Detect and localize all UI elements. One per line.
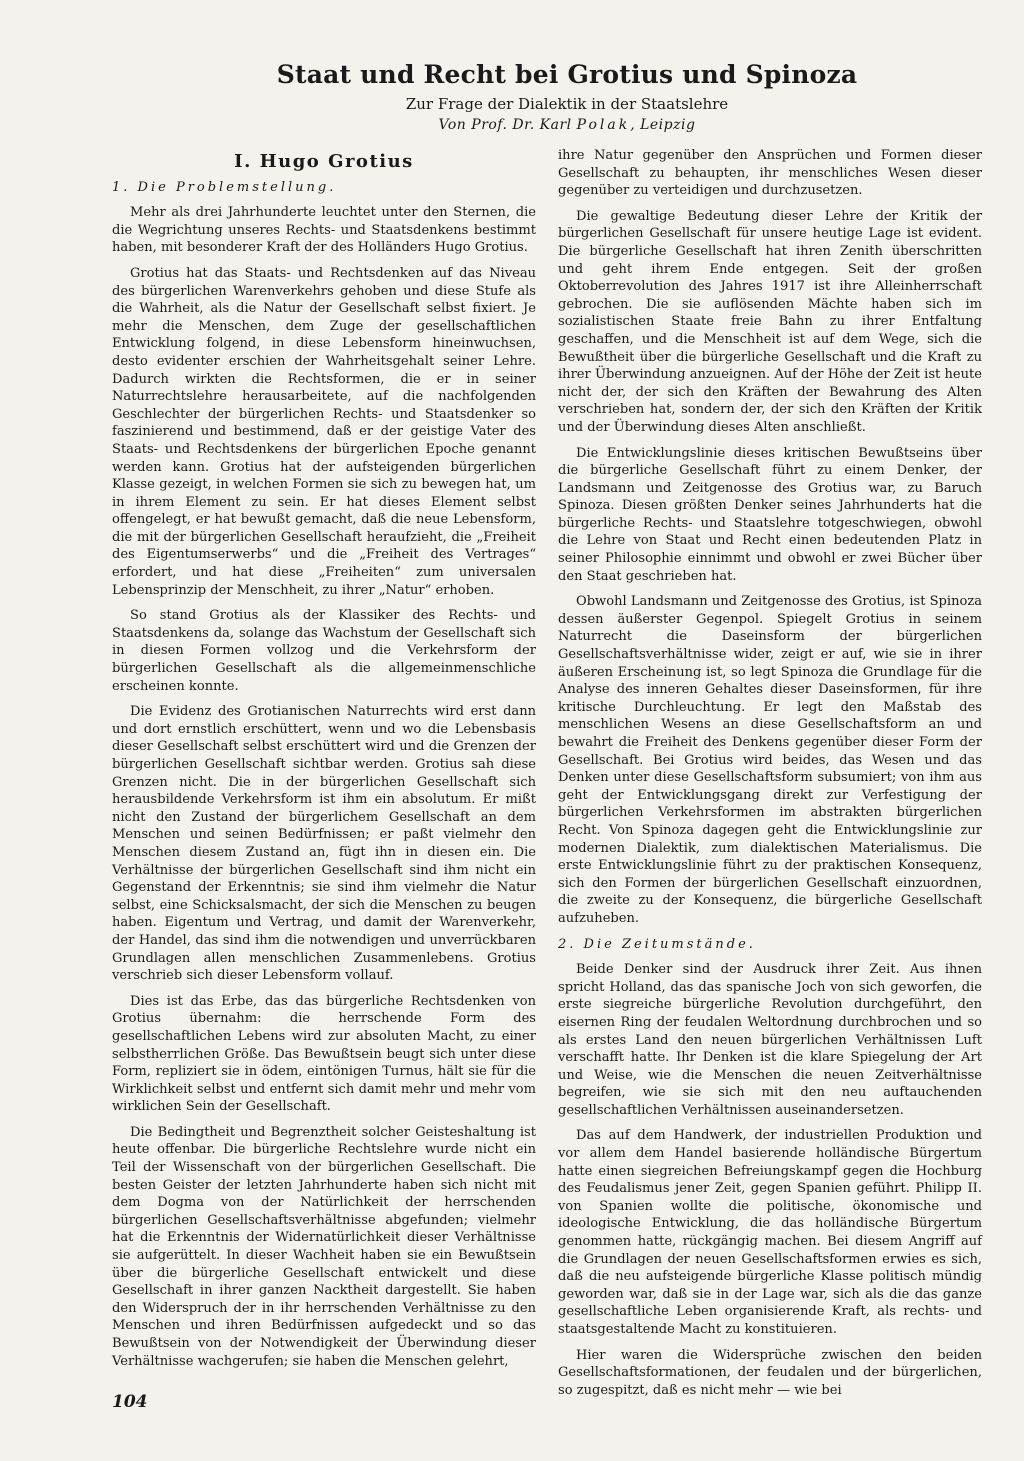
paragraph: Grotius hat das Staats- und Rechtsdenken auf das Niveau des bürgerlichen Warenverkehrs gehoben und diese Stufe als die Wahrheit, als die Natur der Gesellschaft selbst fixiert. Je mehr die Menschen, dem Zuge der gesellschaftlichen Entwicklung folgend, in diese Lebensform hineinwuchsen, desto evidenter erschien der Wahrheitsgehalt seiner Lehre. Dadurch wirkten die Rechtsformen, die er in seiner Naturrechtslehre herausarbeitete, auf die nachfolgenden Geschlechter der bürgerlichen Rechts- und Staatsdenker so faszinierend und bestimmend, daß er der geistige Vater des Staats- und Rechtsdenkens der bürgerlichen Epoche genannt werden kann. Grotius hat der aufsteigenden bürgerlichen Klasse gezeigt, in welchen Formen sie sich zu bewegen hat, um in ihrem Element zu sein. Er hat dieses Element selbst offengelegt, er hat bewußt gemacht, daß die neue Lebensform, die mit der bürgerlichen Gesellschaft heraufzieht, die „Freiheit des Eigentumserwerbs“ und die „Freiheit des Vertrages“ erfordert, und hat diese „Freiheiten“ zum universalen Lebensprinzip der Menschheit, zu ihrer „Natur“ erhoben. <box>112 265 536 598</box>
author-byline <box>152 117 982 133</box>
right-column <box>558 147 982 1407</box>
article-title: Staat und Recht bei Grotius und Spinoza <box>276 60 858 89</box>
subsection-heading: 2. Die Zeitumstände. <box>558 936 756 952</box>
page-number: 104 <box>112 1392 148 1412</box>
paragraph: Mehr als drei Jahrhunderte leuchtet unter den Sternen, die die Wegrichtung unseres Rechts- und Staatsdenkens bestimmt haben, mit besonderer Kraft der des Holländers Hugo Grotius. <box>112 205 536 256</box>
paragraph: Die Entwicklungslinie dieses kritischen Bewußtseins über die bürgerliche Gesellschaft führt zu einem Denker, der Landsmann und Zeitgenosse des Grotius war, zu Baruch Spinoza. Diesen größten Denker seines Jahrhunderts hat die bürgerliche Rechts- und Staatslehre totgeschwiegen, obwohl die Lehre von Staat und Recht einen bedeutenden Platz in seiner Philosophie einnimmt und obwohl er zwei Bücher über den Staat geschrieben hat. <box>558 445 982 584</box>
paragraph: Das auf dem Handwerk, der industriellen Produktion und vor allem dem Handel basierende holländische Bürgertum hatte einen siegreichen Befreiungskampf gegen die Hochburg des Feudalismus jener Zeit, gegen Spanien geführt. Philipp II. von Spanien wollte die politische, ökonomische und ideologische Entwicklung, die das holländische Bürgertum genommen hatte, rückgängig machen. Bei diesem Angriff auf die Grundlagen der neuen Gesellschaftsformen erwies es sich, daß die neu aufsteigende bürgerliche Klasse politisch mündig geworden war, daß sie in der Lage war, sich als die das ganze gesellschaftliche Leben organisierende Kraft, als rechts- und staatsgestaltende Macht zu konstituieren. <box>558 1128 982 1337</box>
left-column <box>112 147 536 1407</box>
text-columns <box>112 147 982 1407</box>
paragraph: So stand Grotius als der Klassiker des Rechts- und Staatsdenkens da, solange das Wachstum der Gesellschaft sich in diesen Formen vollzog und die Verkehrsform der bürgerlichen Gesellschaft als die allgemeinmenschliche erscheinen konnte. <box>112 608 536 694</box>
paragraph: Die Evidenz des Grotianischen Naturrechts wird erst dann und dort ernstlich erschüttert, wenn und wo die Lebensbasis dieser Gesellschaft selbst erschüttert wird und die Grenzen der bürgerlichen Gesellschaft sichtbar werden. Grotius sah diese Grenzen nicht. Die in der bürgerlichen Gesellschaft sich herausbildende Verkehrsform ist ihm ein absolutum. Er mißt nicht den Zustand der bürgerlichem Gesellschaft an dem Menschen und seinen Bedürfnissen; er paßt vielmehr den Menschen diesem Zustand an, fügt ihn in diesen ein. Die Verhältnisse der bürgerlichen Gesellschaft sind ihm nicht ein Gegenstand der Erkenntnis; sie sind ihm vielmehr die Natur selbst, eine Schicksalsmacht, der sich die Menschen zu beugen haben. Eigentum und Vertrag, und damit der Warenverkehr, der Handel, das sind ihm die notwendigen und unverrückbaren Grundlagen allen menschlichen Zusammenlebens. Grotius verschrieb sich dieser Lebensform vollauf. <box>112 704 536 984</box>
author-name: Polak <box>576 117 631 133</box>
byline-suffix: , Leipzig <box>630 117 696 133</box>
section-heading: I. Hugo Grotius <box>234 151 414 172</box>
byline-prefix: Von Prof. Dr. Karl <box>438 117 577 133</box>
paragraph: Dies ist das Erbe, das das bürgerliche Rechtsdenken von Grotius übernahm: die herrschende Form des gesellschaftlichen Lebens wird zur absoluten Macht, zu einer selbstherrlichen Größe. Das Bewußtsein beugt sich unter diese Form, repliziert sie in ödem, eintönigen Turnus, hält sie für die Wirklichkeit selbst und entfernt sich damit mehr und mehr vom wirklichen Sein der Gesellschaft. <box>112 993 536 1115</box>
article-header <box>152 60 982 133</box>
paragraph: Beide Denker sind der Ausdruck ihrer Zeit. Aus ihnen spricht Holland, das das spanische Joch von sich geworfen, die erste siegreiche bürgerliche Revolution durchgeführt, den eisernen Ring der feudalen Weltordnung durchbrochen und so als erstes Land den neuen bürgerlichen Verhältnissen Luft verschafft hatte. Ihr Denken ist die klare Spiegelung der Art und Weise, wie die Menschen die neuen Zeitverhältnisse begreifen, wie sie sich mit den neu auftauchenden gesellschaftlichen Verhältnissen auseinandersetzen. <box>558 962 982 1118</box>
article-subtitle: Zur Frage der Dialektik in der Staatslehre <box>405 95 729 113</box>
paragraph: Hier waren die Widersprüche zwischen den beiden Gesellschaftsformationen, der feudalen und der bürgerlichen, so zugespitzt, daß es nicht mehr — wie bei <box>558 1347 982 1398</box>
paragraph: Obwohl Landsmann und Zeitgenosse des Grotius, ist Spinoza dessen äußerster Gegenpol. Spiegelt Grotius in seinem Naturrecht die Daseinsform der bürgerlichen Gesellschaftsverhältnisse wider, zeigt er auf, wie sie in ihrer äußeren Erscheinung ist, so legt Spinoza die Grundlage für die Analyse des inneren Gehaltes dieser Daseinsformen, für ihre kritische Durchleuchtung. Er legt den Maßstab des menschlichen Wesens an diese Gesellschaftsform an und bewahrt die Freiheit des Denkens gegenüber dieser Form der Gesellschaft. Bei Grotius wird beides, das Wesen und das Denken unter diese Gesellschaftsform subsumiert; von ihm aus geht der Entwicklungsgang direkt zur Verfestigung der bürgerlichen Verkehrsformen im abstrakten bürgerlichen Recht. Von Spinoza dagegen geht die Entwicklungslinie zur modernen Dialektik, zum dialektischen Materialismus. Die erste Entwicklungslinie führt zu der praktischen Konsequenz, sich den Formen der bürgerlichen Gesellschaft einzuordnen, die zweite zu der Konsequenz, die bürgerliche Gesellschaft aufzuheben. <box>558 594 982 926</box>
paragraph: Die Bedingtheit und Begrenztheit solcher Geisteshaltung ist heute offenbar. Die bürgerliche Rechtslehre wurde nicht ein Teil der Wissenschaft von der bürgerlichen Gesellschaft. Die besten Geister der letzten Jahrhunderte haben sich nicht mit dem Dogma von der Natürlichkeit der herrschenden bürgerlichen Gesellschaftsverhältnisse abgefunden; vielmehr hat die Erkenntnis der Widernatürlichkeit dieser Verhältnisse sie aufgerüttelt. In dieser Wachheit haben sie ein Bewußtsein über die bürgerliche Gesellschaft entwickelt und diese Gesellschaft in ihrer ganzen Nacktheit dargestellt. Sie haben den Widerspruch der in ihr herrschenden Verhältnisse zu den Menschen und ihren Bedürfnissen aufgedeckt und so das Bewußtsein von der Notwendigkeit der Überwindung dieser Verhältnisse wachgerufen; sie haben die Menschen gelehrt, <box>112 1124 536 1369</box>
paragraph: Die gewaltige Bedeutung dieser Lehre der Kritik der bürgerlichen Gesellschaft für unsere heutige Lage ist evident. Die bürgerliche Gesellschaft hat ihren Zenith überschritten und geht ihrem Ende entgegen. Seit der großen Oktoberrevolution des Jahres 1917 ist ihre Alleinherrschaft gebrochen. Die sie auflösenden Mächte haben sich im sozialistischen Staate freie Bahn zu ihrer Entfaltung geschaffen, und die Menschheit ist auf dem Wege, sich die Bewußtheit über die bürgerliche Gesellschaft und die Kraft zu ihrer Überwindung anzueignen. Auf der Höhe der Zeit ist heute nicht der, der sich den Kräften der Bewahrung des Alten verschrieben hat, sondern der, der sich den Kräften der Kritik und der Überwindung dieses Alten anschließt. <box>558 208 982 435</box>
subsection-heading: 1. Die Problemstellung. <box>112 179 337 195</box>
paragraph-continuation: ihre Natur gegenüber den Ansprüchen und Formen dieser Gesellschaft zu behaupten, ihr menschliches Wesen dieser gegenüber zu verteidigen und durchzusetzen. <box>558 148 982 199</box>
